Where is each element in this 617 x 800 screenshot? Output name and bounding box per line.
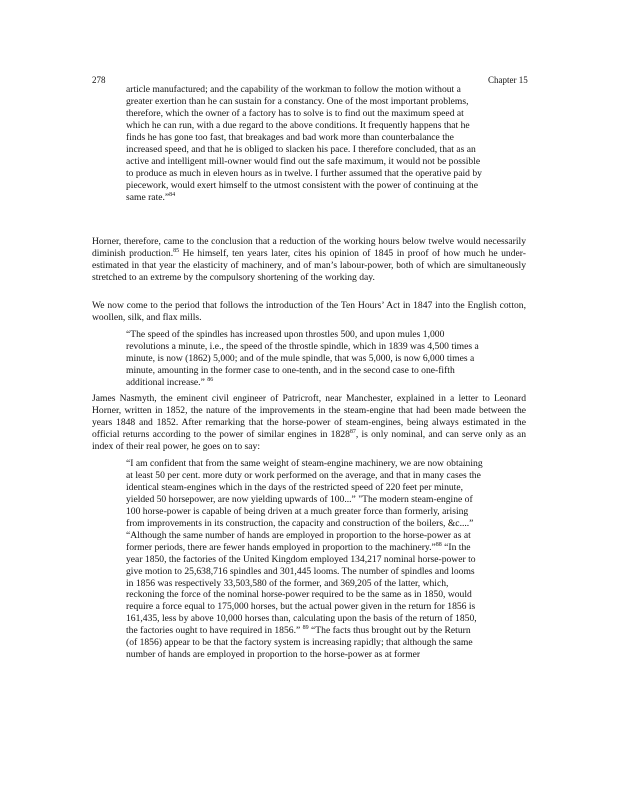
block-quote-3: [126, 458, 484, 661]
paragraph-nasmyth-text-a: James Nasmyth, the eminent civil engineer of Patricroft, near Manchester, explained in a letter to Leonard Horner, written in 1852, the nature of the improvements in the steam-engine that had been made between the years 1848 and 1852. After remarking that the horse-power of steam-engines, being always estimated in the official returns according to the power of similar engines in 1828: [92, 393, 526, 440]
paragraph-horner: [92, 236, 526, 284]
paragraph-ten-hours-act: [92, 300, 526, 324]
footnote-ref-88: 88: [435, 541, 442, 548]
quote-3-text-a: “I am confident that from the same weight of steam-engine machinery, we are now obtaining at least 50 per cent. more duty or work performed on the average, and that in many cases the identical steam-engines which in the days of the restricted speed of 220 feet per minute, yielded 50 horsepower, are now yielding upwards of 100...” "The modern steam-engine of 100 horse-power is capable of being driven at a much greater force than formerly, arising from improvements in its construction, the capacity and construction of the boilers, &c....” “Although the same number of hands are employed in proportion to the horse-power as at former periods, there are fewer hands employed in proportion to the machinery.”: [126, 458, 483, 553]
footnote-ref-87: 87: [349, 428, 356, 435]
paragraph-ten-hours-act-text: We now come to the period that follows the introduction of the Ten Hours’ Act in 1847 into the English cotton, woollen, silk, and flax mills.: [92, 300, 526, 323]
quote-1-text: article manufactured; and the capability of the workman to follow the motion without a greater exertion than he can sustain for a constancy. One of the most important problems, therefore, which the owner of a factory has to solve is to find out the maximum speed at which he can run, with a due regard to the above conditions. It frequently happens that he finds he has gone too fast, that breakages and bad work more than counterbalance the increased speed, and that he is obliged to slacken his pace. I therefore concluded, that as an active and intelligent mill-owner would find out the safe maximum, it would not be possible to produce as much in eleven hours as in twelve. I further assumed that the operative paid by piecework, would exert himself to the utmost consistent with the power of continuing at the same rate.”: [126, 84, 482, 203]
paragraph-nasmyth-text-b: , is only nominal, and can serve only as an index of their real power, he goes on to say:: [92, 428, 526, 452]
quote-2-text: “The speed of the spindles has increased upon throstles 500, and upon mules 1,000 revolutions a minute, i.e., the speed of the throstle spindle, which in 1839 was 4,500 times a minute, is now (1862) 5,000; and of the mule spindle, that was 5,000, is now 6,000 times a minute, amounting in the former case to one-tenth, and in the second case to one-fifth additional increase.”: [126, 329, 479, 388]
chapter-label: Chapter 15: [488, 75, 528, 85]
footnote-ref-84: 84: [169, 191, 176, 198]
block-quote-1: [126, 84, 484, 204]
block-quote-2: [126, 329, 484, 389]
footnote-ref-85: 85: [173, 247, 180, 254]
paragraph-nasmyth: [92, 393, 526, 453]
paragraph-horner-text-b: He himself, ten years later, cites his opinion of 1845 in proof of how much he under-estimated in that year the elasticity of machinery, and of man’s labour-power, both of which are simultaneously stretched to an extreme by the compulsory shortening of the working day.: [92, 247, 526, 283]
footnote-ref-89: 89: [302, 625, 309, 632]
footnote-ref-86: 86: [207, 376, 214, 383]
quote-3-text-b: “In the year 1850, the factories of the United Kingdom employed 134,217 nominal horse-power to give motion to 25,638,716 spindles and 301,445 looms. The number of spindles and looms in 1856 was respectively 33,503,580 of the former, and 369,205 of the latter, which, reckoning the force of the nominal horse-power required to be the same as in 1850, would require a force equal to 175,000 horses, but the actual power given in the return for 1856 is 161,435, less by above 10,000 horses than, calculating upon the basis of the return of 1850, the factories ought to have required in 1856.”: [126, 541, 477, 637]
page-number: 278: [92, 75, 106, 85]
paragraph-horner-text-a: Horner, therefore, came to the conclusion that a reduction of the working hours below twelve would necessarily diminish production.: [92, 236, 526, 259]
quote-3-text-c: “The facts thus brought out by the Return (of 1856) appear to be that the factory system is increasing rapidly; that although the same number of hands are employed in proportion to the horse-power as at former: [126, 625, 473, 661]
